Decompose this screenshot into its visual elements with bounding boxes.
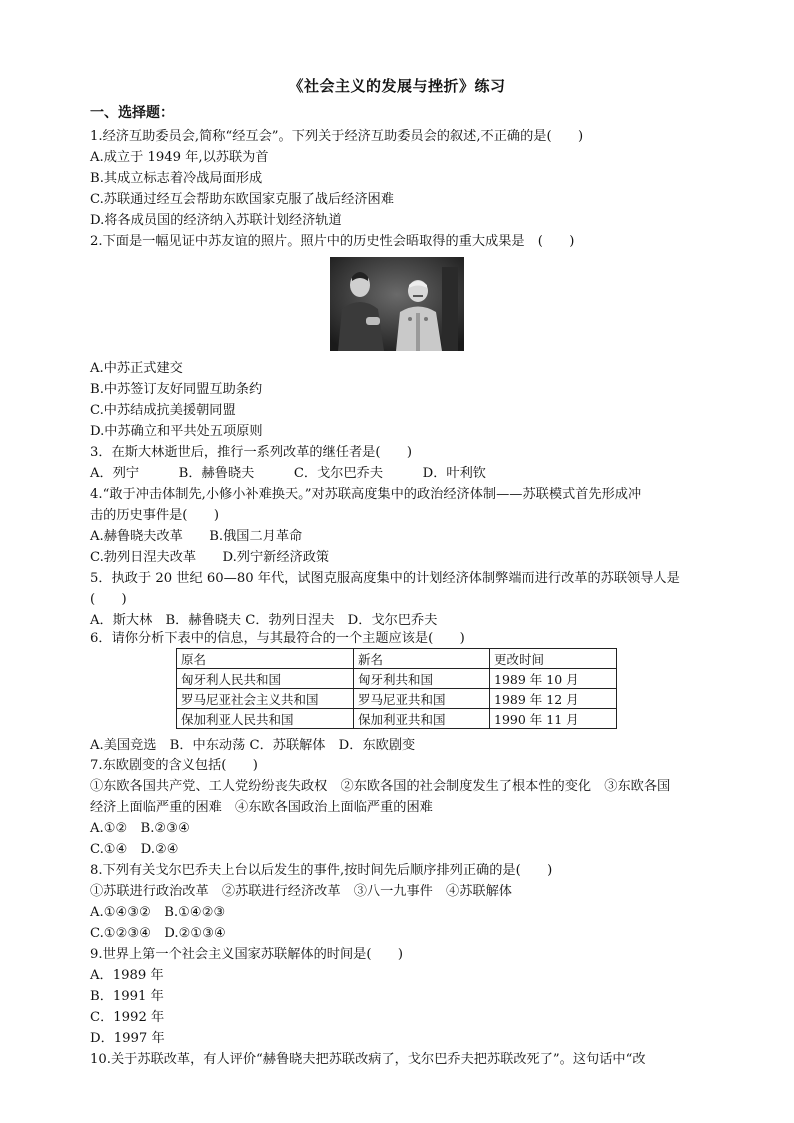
q3-stem: 3．在斯大林逝世后，推行一系列改革的继任者是( ) — [90, 445, 412, 460]
table-cell: 1989 年 12 月 — [490, 689, 617, 709]
q1-option-a: A.成立于 1949 年,以苏联为首 — [90, 150, 269, 165]
table-cell: 匈牙利人民共和国 — [177, 669, 354, 689]
q9-option-a: A．1989 年 — [90, 968, 164, 983]
table-cell: 1990 年 11 月 — [490, 709, 617, 729]
table-cell: 保加利亚共和国 — [354, 709, 490, 729]
q8-options-ab: A.①④③② B.①④②③ — [90, 905, 226, 920]
table-cell: 罗马尼亚社会主义共和国 — [177, 689, 354, 709]
table-cell: 保加利亚人民共和国 — [177, 709, 354, 729]
q8-stem: 8.下列有关戈尔巴乔夫上台以后发生的事件,按时间先后顺序排列正确的是( ) — [90, 863, 553, 878]
q9-option-c: C．1992 年 — [90, 1010, 165, 1025]
q5-options: A．斯大林 B．赫鲁晓夫 C．勃列日涅夫 D．戈尔巴乔夫 — [90, 613, 438, 628]
table-row — [177, 689, 617, 709]
q2-stem: 2.下面是一幅见证中苏友谊的照片。照片中的历史性会晤取得的重大成果是 ( ) — [90, 234, 575, 249]
q1-option-d: D.将各成员国的经济纳入苏联计划经济轨道 — [90, 213, 342, 228]
q3-options: A．列宁 B．赫鲁晓夫 C．戈尔巴乔夫 D．叶利钦 — [90, 466, 486, 481]
q4-stem-line2: 击的历史事件是( ) — [90, 508, 219, 523]
photo-illustration — [330, 257, 464, 351]
table-header-cell: 新名 — [354, 649, 490, 669]
section-heading: 一、选择题： — [90, 105, 174, 121]
q4-options-ab: A.赫鲁晓夫改革 B.俄国二月革命 — [90, 529, 303, 544]
q1-option-b: B.其成立标志着冷战局面形成 — [90, 171, 263, 186]
q9-option-d: D．1997 年 — [90, 1031, 165, 1046]
q6-stem: 6．请你分析下表中的信息，与其最符合的一个主题应该是( ) — [90, 631, 465, 646]
q1-stem: 1.经济互助委员会,简称“经互会”。下列关于经济互助委员会的叙述,不正确的是( ) — [90, 129, 584, 144]
q7-options-cd: C.①④ D.②④ — [90, 842, 179, 857]
q1-option-c: C.苏联通过经互会帮助东欧国家克服了战后经济困难 — [90, 192, 394, 207]
country-rename-table — [176, 648, 617, 729]
table-cell: 匈牙利共和国 — [354, 669, 490, 689]
table-row — [177, 669, 617, 689]
table-header-cell: 原名 — [177, 649, 354, 669]
table-header-cell: 更改时间 — [490, 649, 617, 669]
table-cell: 罗马尼亚共和国 — [354, 689, 490, 709]
q10-stem: 10.关于苏联改革，有人评价“赫鲁晓夫把苏联改病了，戈尔巴乔夫把苏联改死了”。这句话中“改 — [90, 1052, 646, 1067]
q6-options: A.美国竞选 B．中东动荡 C．苏联解体 D．东欧剧变 — [90, 738, 416, 753]
q5-stem-line2: ( ) — [90, 592, 127, 607]
q8-items: ①苏联进行政治改革 ②苏联进行经济改革 ③八一九事件 ④苏联解体 — [90, 884, 512, 899]
q9-stem: 9.世界上第一个社会主义国家苏联解体的时间是( ) — [90, 947, 403, 962]
table-header-row — [177, 649, 617, 669]
q4-stem-line1: 4.“敢于冲击体制先,小修小补难换天。”对苏联高度集中的政治经济体制——苏联模式首先形成冲 — [90, 487, 642, 502]
q7-options-ab: A.①② B.②③④ — [90, 821, 190, 836]
q2-option-b: B.中苏签订友好同盟互助条约 — [90, 382, 263, 397]
q5-stem-line1: 5．执政于 20 世纪 60—80 年代，试图克服高度集中的计划经济体制弊端而进行改革的苏联领导人是 — [90, 571, 680, 586]
table-cell: 1989 年 10 月 — [490, 669, 617, 689]
page-title: 《社会主义的发展与挫折》练习 — [288, 77, 506, 95]
q4-options-cd: C.勃列日涅夫改革 D.列宁新经济政策 — [90, 550, 330, 565]
q8-options-cd: C.①②③④ D.②①③④ — [90, 926, 226, 941]
table-row — [177, 709, 617, 729]
q7-stem: 7.东欧剧变的含义包括( ) — [90, 758, 258, 773]
q2-option-a: A.中苏正式建交 — [90, 361, 183, 376]
q2-option-d: D.中苏确立和平共处五项原则 — [90, 424, 263, 439]
q7-items-line1: ①东欧各国共产党、工人党纷纷丧失政权 ②东欧各国的社会制度发生了根本性的变化 ③东欧各国 — [90, 779, 671, 794]
historical-photo — [330, 257, 464, 351]
q9-option-b: B．1991 年 — [90, 989, 164, 1004]
q7-items-line2: 经济上面临严重的困难 ④东欧各国政治上面临严重的困难 — [90, 800, 433, 815]
q2-option-c: C.中苏结成抗美援朝同盟 — [90, 403, 236, 418]
